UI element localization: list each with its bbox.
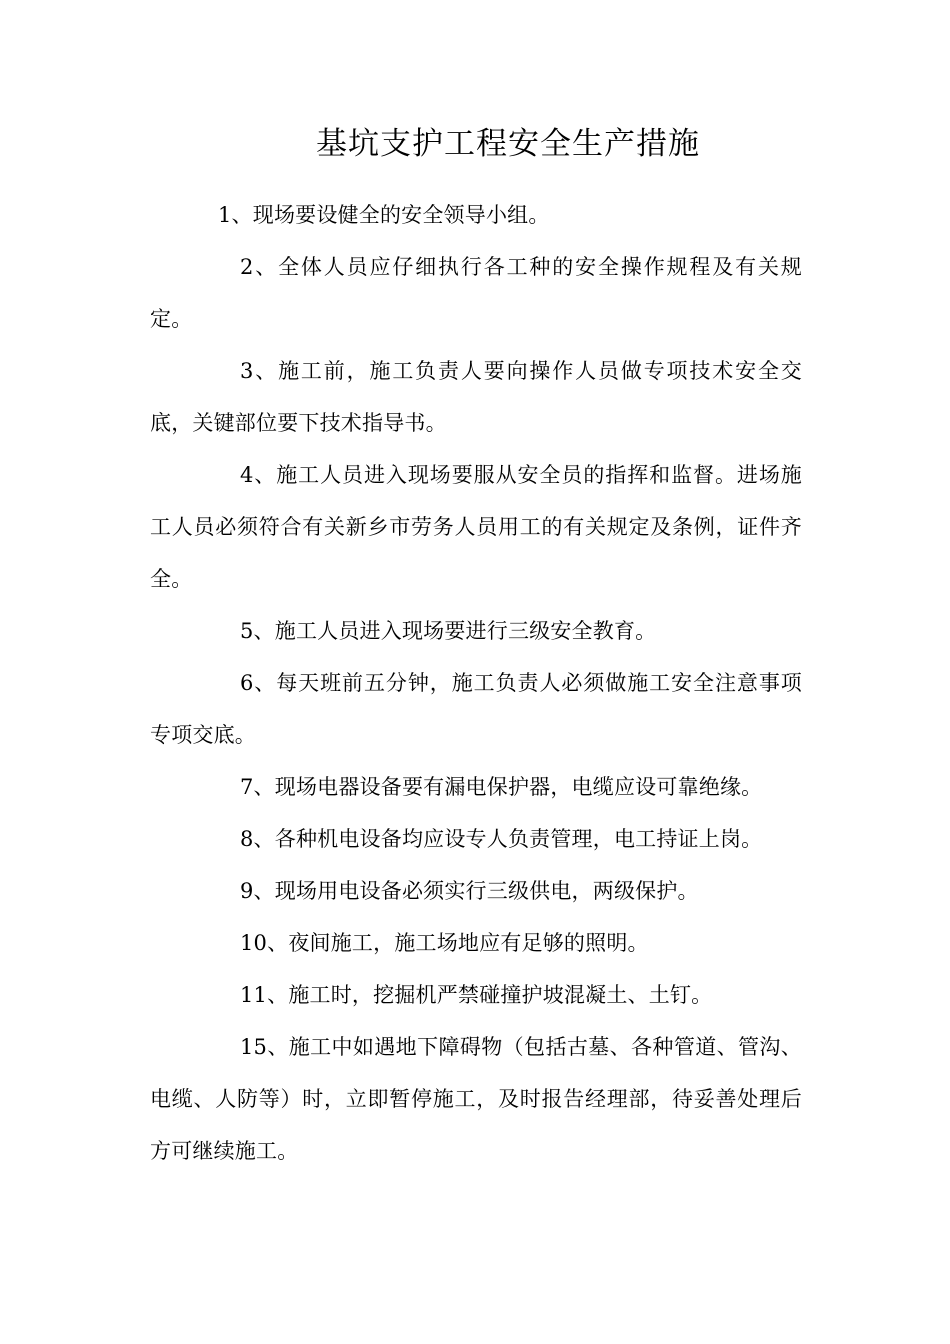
paragraph-6: 6、每天班前五分钟，施工负责人必须做施工安全注意事项专项交底。 xyxy=(150,671,802,747)
document-title: 基坑支护工程安全生产措施 xyxy=(316,126,700,162)
paragraph-15: 15、施工中如遇地下障碍物（包括古墓、各种管道、管沟、电缆、人防等）时，立即暂停施工，及时报告经理部，待妥善处理后方可继续施工。 xyxy=(150,1035,802,1163)
paragraph-11: 11、施工时，挖掘机严禁碰撞护坡混凝土、土钉。 xyxy=(240,983,713,1007)
paragraph-9: 9、现场用电设备必须实行三级供电，两级保护。 xyxy=(240,879,699,903)
document-body xyxy=(150,189,802,1177)
paragraph-7: 7、现场电器设备要有漏电保护器，电缆应设可靠绝缘。 xyxy=(240,775,763,799)
paragraph-5: 5、施工人员进入现场要进行三级安全教育。 xyxy=(240,619,657,643)
paragraph-3: 3、施工前，施工负责人要向操作人员做专项技术安全交底，关键部位要下技术指导书。 xyxy=(150,359,802,435)
paragraph-4: 4、施工人员进入现场要服从安全员的指挥和监督。进场施工人员必须符合有关新乡市劳务人员用工的有关规定及条例，证件齐全。 xyxy=(150,463,802,591)
paragraph-1: 1、现场要设健全的安全领导小组。 xyxy=(218,203,550,227)
paragraph-8: 8、各种机电设备均应设专人负责管理，电工持证上岗。 xyxy=(240,827,763,851)
paragraph-10: 10、夜间施工，施工场地应有足够的照明。 xyxy=(240,931,649,955)
paragraph-2: 2、全体人员应仔细执行各工种的安全操作规程及有关规定。 xyxy=(150,255,802,331)
